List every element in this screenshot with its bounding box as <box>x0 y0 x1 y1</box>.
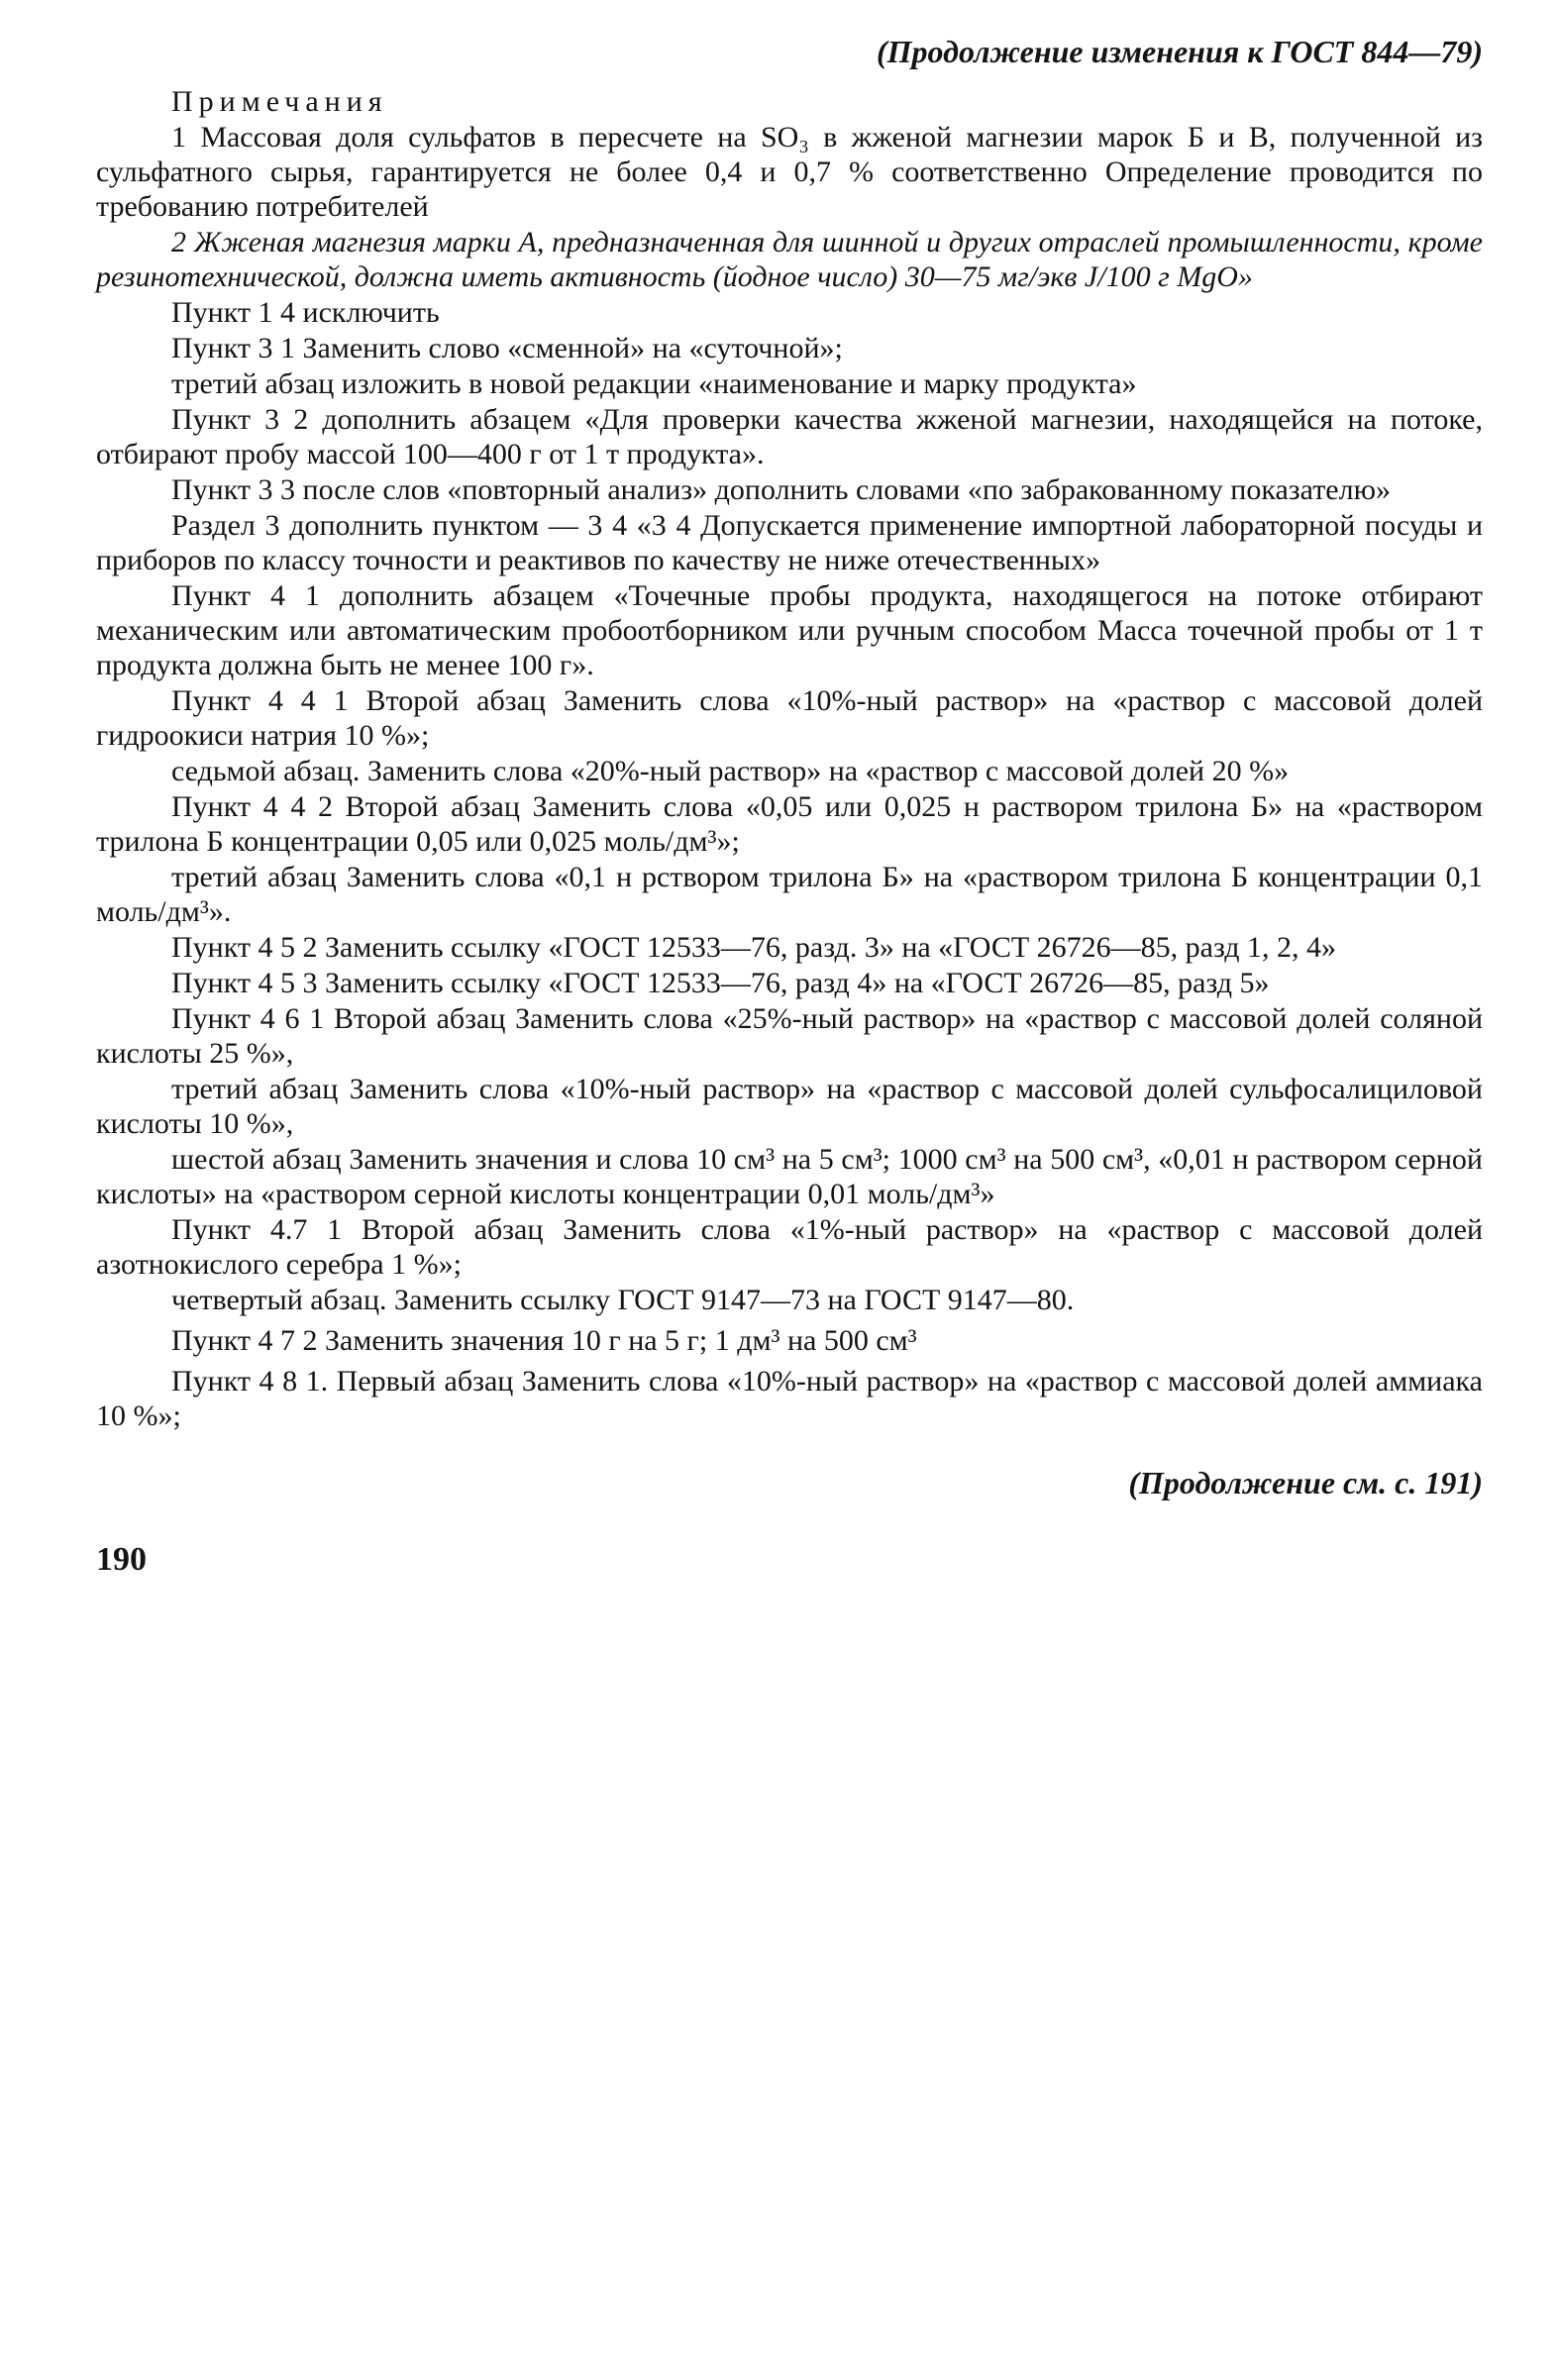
amendment-paragraph: Пункт 4.7 1 Второй абзац Заменить слова «1%-ный раствор» на «раствор с массовой долей азотнокислого серебра 1 %»; <box>96 1213 1483 1281</box>
amendment-paragraph: Пункт 4 5 2 Заменить ссылку «ГОСТ 12533—76, разд. 3» на «ГОСТ 26726—85, разд 1, 2, 4» <box>171 931 1337 964</box>
amendment-paragraph: Раздел 3 дополнить пунктом — 3 4 «3 4 Допускается применение импортной лабораторной посуды и приборов по классу точности и реактивов по качеству не ниже отечественных» <box>96 509 1483 576</box>
document-page <box>96 30 1483 1582</box>
page-number: 190 <box>96 1541 147 1578</box>
amendment-paragraph: третий абзац изложить в новой редакции «наименование и марку продукта» <box>171 367 1137 400</box>
amendment-paragraph: Пункт 4 7 2 Заменить значения 10 г на 5 г; 1 дм³ на 500 см³ <box>171 1324 917 1357</box>
amendment-paragraph: Пункт 1 4 исключить <box>171 296 440 329</box>
continuation-header: (Продолжение изменения к ГОСТ 844—79) <box>876 34 1483 69</box>
amendment-paragraph: Пункт 4 4 1 Второй абзац Заменить слова «10%-ный раствор» на «раствор с массовой долей гидроокиси натрия 10 %»; <box>96 684 1483 752</box>
amendment-paragraph: шестой абзац Заменить значения и слова 10 см³ на 5 см³; 1000 см³ на 500 см³, «0,01 н раствором серной кислоты» на «раствором серной кислоты концентрации 0,01 моль/дм³» <box>96 1143 1483 1210</box>
notes-title: Примечания <box>171 85 388 118</box>
note-item: 2 Жженая магнезия марки А, предназначенная для шинной и других отраслей промышленности, кроме резинотехнической, должна иметь активность (йодное число) 30—75 мг/экв J/100 г MgO» <box>96 226 1483 293</box>
amendment-paragraph: Пункт 3 1 Заменить слово «сменной» на «суточной»; <box>171 332 843 364</box>
amendment-paragraph: Пункт 4 5 3 Заменить ссылку «ГОСТ 12533—76, разд 4» на «ГОСТ 26726—85, разд 5» <box>171 967 1270 999</box>
amendment-paragraph: Пункт 3 2 дополнить абзацем «Для проверки качества жженой магнезии, находящейся на потоке, отбирают пробу массой 100—400 г от 1 т продукта». <box>96 403 1483 470</box>
continuation-footer: (Продолжение см. с. 191) <box>1128 1465 1483 1500</box>
amendment-paragraph: Пункт 4 6 1 Второй абзац Заменить слова «25%-ный раствор» на «раствор с массовой долей соляной кислоты 25 %», <box>96 1002 1483 1070</box>
amendment-paragraph: третий абзац Заменить слова «10%-ный раствор» на «раствор с массовой долей сульфосалициловой кислоты 10 %», <box>96 1073 1483 1140</box>
note-item: 1 Массовая доля сульфатов в пересчете на SO₃ в жженой магнезии марок Б и В, полученной из сульфатного сырья, гарантируется не более 0,4 и 0,7 % соответственно Определение проводится по требованию потребителей <box>96 121 1483 223</box>
amendment-paragraph: Пункт 4 4 2 Второй абзац Заменить слова «0,05 или 0,025 н раствором трилона Б» на «раствором трилона Б концентрации 0,05 или 0,025 моль/дм³»; <box>96 790 1483 858</box>
amendment-paragraph: Пункт 4 8 1. Первый абзац Заменить слова «10%-ный раствор» на «раствор с массовой долей аммиака 10 %»; <box>96 1365 1483 1432</box>
amendment-paragraph: четвертый абзац. Заменить ссылку ГОСТ 9147—73 на ГОСТ 9147—80. <box>171 1284 1075 1316</box>
amendment-paragraph: седьмой абзац. Заменить слова «20%-ный раствор» на «раствор с массовой долей 20 %» <box>171 755 1290 787</box>
amendment-paragraph: Пункт 4 1 дополнить абзацем «Точечные пробы продукта, находящегося на потоке отбирают механическим или автоматическим пробоотборником или ручным способом Масса точечной пробы от 1 т продукта должна быть не менее 100 г». <box>96 579 1483 681</box>
amendment-paragraph: Пункт 3 3 после слов «повторный анализ» дополнить словами «по забракованному показателю» <box>171 473 1391 506</box>
amendment-paragraph: третий абзац Заменить слова «0,1 н рствором трилона Б» на «раствором трилона Б концентрации 0,1 моль/дм³». <box>96 861 1483 928</box>
